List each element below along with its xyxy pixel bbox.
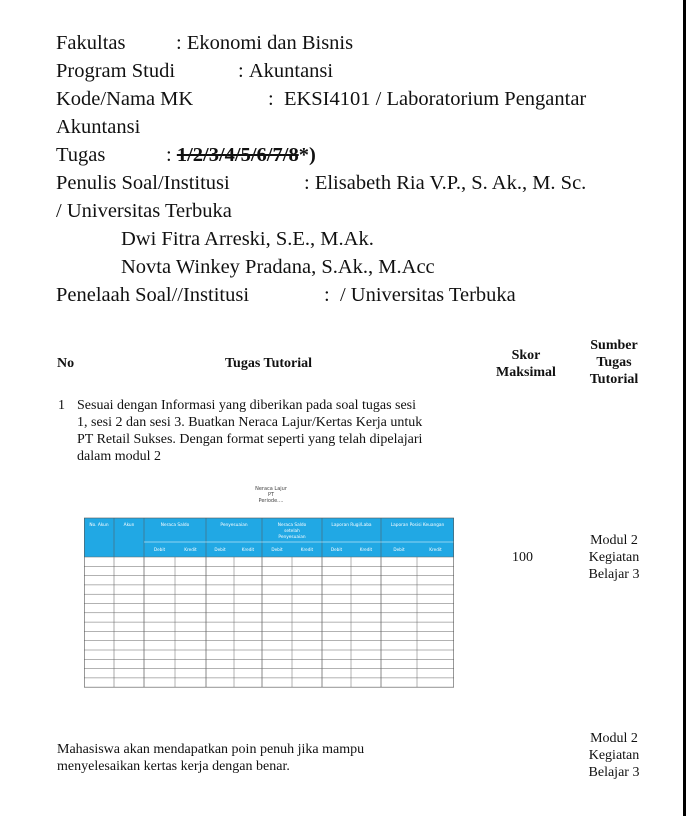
col-skor-header [490, 347, 562, 381]
tugas-suffix: *) [298, 144, 316, 166]
row1-text [77, 397, 487, 465]
row1-text-line-4: dalam modul 2 [77, 449, 161, 464]
row1-no: 1 [58, 398, 65, 413]
row2-sumber-3: Belajar 3 [588, 765, 640, 780]
col-no-header: No [57, 356, 75, 371]
worksheet-sub-header: Debit [330, 547, 343, 552]
penulis-colon: : [304, 172, 310, 194]
worksheet-sub-header: Debit [153, 547, 166, 552]
prodi-label: Program Studi [56, 60, 176, 82]
worksheet-sub-header: Kredit [359, 547, 373, 552]
tugas-numbers: 1/2/3/4/5/6/7/8 [176, 144, 299, 166]
col-sumber-header-1: Sumber [590, 338, 638, 353]
mk-colon: : [268, 88, 274, 110]
worksheet-top-header: Neraca Saldo setelah Penyesuaian [277, 523, 307, 540]
worksheet-sub-header: Kredit [300, 547, 314, 552]
row1-sumber-2: Kegiatan [588, 550, 640, 565]
col-sumber-header-2: Tugas [596, 355, 632, 370]
worksheet-title-2: PT [267, 492, 275, 498]
row2-text-line-1: Mahasiswa akan mendapatkan poin penuh jika mampu [57, 742, 365, 757]
worksheet-sub-header: Debit [271, 547, 283, 552]
penulis-line [56, 169, 586, 197]
penulis-value-1: Elisabeth Ria V.P., S. Ak., M. Sc. [314, 172, 587, 194]
tugas-line [56, 141, 316, 169]
mk-label: Kode/Nama MK [56, 88, 194, 110]
worksheet-top-header: Akun [123, 523, 135, 528]
row1-text-line-1: Sesuai dengan Informasi yang diberikan pada soal tugas sesi [77, 398, 417, 413]
tugas-colon: : [166, 144, 172, 166]
worksheet-title-3: Periode.... [258, 498, 284, 504]
penulis-extra-1: Dwi Fitra Arreski, S.E., M.Ak. [121, 228, 374, 250]
worksheet-sub-header: Kredit [241, 547, 255, 552]
fakultas-colon: : [176, 32, 182, 54]
row2-sumber-2: Kegiatan [588, 748, 640, 763]
worksheet-table [84, 484, 454, 698]
worksheet-sub-header: Kredit [429, 547, 442, 552]
row1-sumber-3: Belajar 3 [588, 567, 640, 582]
col-sumber-header-3: Tutorial [589, 372, 639, 387]
mk-line [56, 85, 586, 113]
row2-sumber-1: Modul 2 [590, 731, 638, 746]
worksheet-top-header: Laporan Posisi Keuangan [390, 523, 445, 528]
worksheet-top-header: Laporan Rugi/Laba [331, 523, 372, 528]
col-skor-header-1: Skor [511, 348, 541, 363]
row2-sumber [578, 730, 650, 781]
row1-text-line-3: PT Retail Sukses. Dengan format seperti yang telah dipelajari [77, 432, 423, 447]
row1-sumber-1: Modul 2 [590, 533, 638, 548]
col-tugas-header: Tugas Tutorial [225, 356, 313, 371]
worksheet-sub-header: Debit [393, 547, 405, 552]
penulis-extra-2: Novta Winkey Pradana, S.Ak., M.Acc [121, 256, 435, 278]
worksheet-top-header: Neraca Saldo [160, 523, 190, 528]
penelaah-value: / Universitas Terbuka [339, 284, 516, 306]
col-sumber-header [578, 337, 650, 388]
fakultas-label: Fakultas [56, 32, 126, 54]
mk-value-2: Akuntansi [56, 116, 141, 138]
worksheet-sub-header: Kredit [184, 547, 197, 552]
row1-skor: 100 [512, 550, 533, 565]
penelaah-line [56, 281, 516, 309]
penulis-value-2: / Universitas Terbuka [56, 200, 232, 222]
mk-value-1: EKSI4101 / Laboratorium Pengantar [283, 88, 587, 110]
worksheet-title-1: Neraca Lajur [255, 486, 287, 492]
row1-sumber [578, 532, 650, 583]
col-skor-header-2: Maksimal [496, 365, 556, 380]
worksheet-sub-header: Debit [214, 547, 226, 552]
penelaah-label: Penelaah Soal//Institusi [56, 284, 250, 306]
penulis-label: Penulis Soal/Institusi [56, 172, 230, 194]
fakultas-value: Ekonomi dan Bisnis [186, 32, 354, 54]
row2-text-line-2: menyelesaikan kertas kerja dengan benar. [57, 759, 290, 774]
tugas-label: Tugas [56, 144, 106, 166]
prodi-line [56, 57, 333, 85]
row1-text-line-2: 1, sesi 2 dan sesi 3. Buatkan Neraca Lajur/Kertas Kerja untuk [77, 415, 423, 430]
prodi-colon: : [238, 60, 244, 82]
worksheet-top-header: Penyesuaian [220, 523, 248, 528]
penelaah-colon: : [324, 284, 330, 306]
row2-text [57, 741, 477, 775]
prodi-value: Akuntansi [248, 60, 334, 82]
fakultas-line [56, 29, 353, 57]
worksheet-top-header: No. Akun [89, 523, 109, 528]
